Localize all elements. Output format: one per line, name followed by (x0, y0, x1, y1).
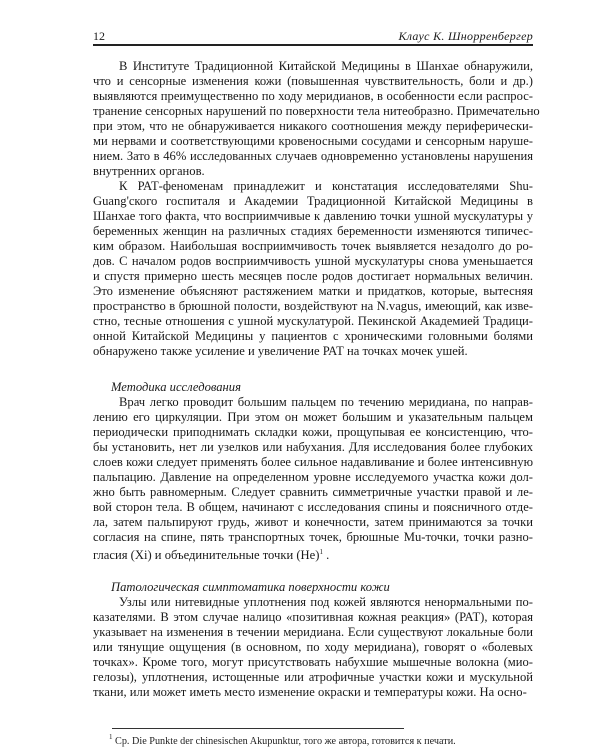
running-header (93, 28, 533, 46)
paragraph-2 (93, 179, 533, 359)
text-line: гласия (Xi) и объединительные точки $(He)^1$ . (93, 548, 330, 562)
text-line: ми нервами и соответствующими кровеносными сосудами и сенсорным наруше- (93, 134, 533, 148)
text-line: периодически приподнимать складки кожи, прощупывая ее консистенцию, что- (93, 425, 533, 439)
text-line: Врач легко проводит большим пальцем по течению меридиана, по направ- (119, 395, 533, 409)
section-methodology (93, 380, 533, 560)
text-line: что и сенсорные изменения кожи (повышенная чувствительность, боли и др.) (93, 74, 533, 88)
text-line: жно быть равномерным. Следует сравнить симметричные участки правой и ле- (93, 485, 533, 499)
text-line: нием. Зато в 46% исследованных случаев одновременно установлены нарушения (93, 149, 533, 163)
text-line: транение сенсорных нарушений по поверхности тела нитеобразно. Примечательно (93, 104, 540, 118)
text-line: В Институте Традиционной Китайской Медицины в Шанхае обнаружили, (119, 59, 533, 73)
text-line: Узлы или нитевидные уплотнения под кожей являются ненормальными по- (119, 595, 533, 609)
text-line: слоев кожи следует применять более сильное надавливание и более интенсивную (93, 455, 533, 469)
text-line: указывает на изменения в течении меридиана. Если существуют локальные боли (93, 625, 533, 639)
page-number: 12 (93, 29, 105, 43)
text-line: Guang'ского госпиталя и Академии Традиционной Китайской Медицины в (93, 194, 533, 208)
text-line: точках». Кроме того, могут присутствовать набухшие мышечные волокна (мио- (93, 655, 533, 669)
paragraph-pathology (93, 595, 533, 700)
text-line: и спустя примерно шесть месяцев после родов достигает нормальных величин. (93, 269, 533, 283)
text-line: обнаружено также усиление и увеличение РАТ на точках мочек ушей. (93, 344, 468, 358)
text-line: согласия на спине, пять транспортных точек, брюшные Mu-точки, точки разно- (93, 530, 533, 544)
text-line: при этом, что не обнаруживается никакого соотношения между периферически- (93, 119, 533, 133)
text-line: Это изменение объясняют растяжением матки и придатков, которые, вытесняя (93, 284, 533, 298)
text-line: Шанхае того факта, что восприимчивые к давлению точки ушной мускулатуры у (93, 209, 533, 223)
footnote-marker: 1 (109, 733, 113, 741)
sentence-end: . (322, 548, 330, 562)
text-line: пальпацию. Давление на определенном уровне исследуемого участка кожи дол- (93, 470, 533, 484)
section-pathology (93, 580, 533, 700)
footnote (109, 733, 456, 747)
footnote-text: Ср. Die Punkte der chinesischen Akupunktur, того же автора, готовится к печати. (112, 736, 456, 747)
text-line: стно, тесные отношения с ушной мускулатурой. Пекинской Академией Традици- (93, 314, 533, 328)
text-line: ла, затем пальпируют грудь, живот и конечности, затем принимаются за точки (93, 515, 533, 529)
text-line: внутренних органов. (93, 164, 205, 178)
paragraph-1 (93, 59, 540, 179)
running-header-author: Клаус К. Шнорренбергер (398, 29, 533, 43)
text-line: ткани, или может иметь место изменение окраски и температуры кожи. На осно- (93, 685, 527, 699)
footnote-reference[interactable]: 1 (319, 548, 323, 556)
text-line: пространство в брюшной полости, воздействуют на N.vagus, имеющий, как изве- (93, 299, 533, 313)
text-line: ким образом. Наибольшая восприимчивость точек выявляется незадолго до ро- (93, 239, 533, 253)
footnote-divider (112, 728, 404, 729)
text-line: К РАТ-феноменам принадлежит и констатация исследователями Shu- (119, 179, 533, 193)
text-line: выявляются преимущественно по ходу меридианов, в особенности если распрос- (93, 89, 533, 103)
text-line: лению его циркуляции. При этом он может большим и указательным пальцем (93, 410, 533, 424)
section-heading-methodology: Методика исследования (111, 380, 241, 394)
text-line: дов. С началом родов восприимчивость ушной мускулатуры снова уменьшается (93, 254, 533, 268)
text-line: вой сторон тела. В общем, начинают с исследования спины и поясничного отде- (93, 500, 533, 514)
text-line: казателями. В этом случае налицо «позитивная кожная реакция» (РАТ), которая (93, 610, 533, 624)
section-heading-pathology: Патологическая симптоматика поверхности кожи (111, 580, 390, 594)
text-line: беременных женщин на различных стадиях беременности изменяются типичес- (93, 224, 533, 238)
text-line: бы установить, нет ли узелков или набухания. Для исследования более глубоких (93, 440, 533, 454)
text-line: или тянущие ощущения (в основном, по ходу меридиана), говорят о «болевых (93, 640, 533, 654)
text-line: гелозы), уплотнения, истощенные или атрофичные участки кожи и мускульной (93, 670, 533, 684)
text-line: онной Китайской Медицины у пациентов с хроническими головными болями (93, 329, 533, 343)
paragraph-methodology (93, 395, 533, 560)
